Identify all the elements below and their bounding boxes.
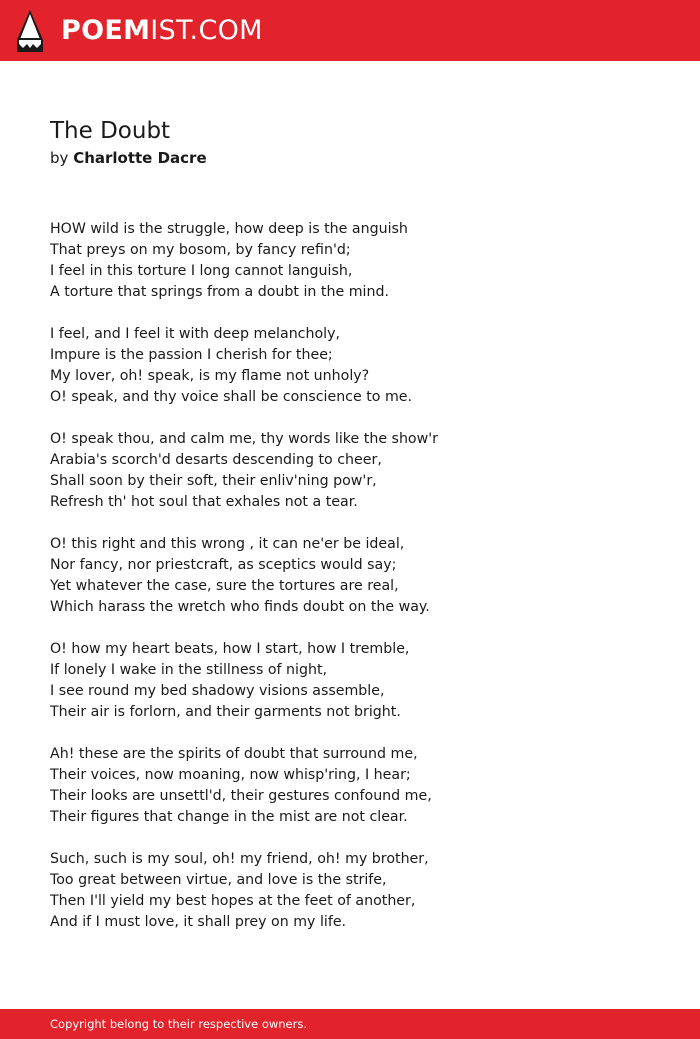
poem-line: I feel in this torture I long cannot languish, xyxy=(50,263,353,279)
poem-line: Their looks are unsettl'd, their gestures confound me, xyxy=(50,788,432,804)
poem-line: Yet whatever the case, sure the tortures are real, xyxy=(50,578,399,594)
poem-line: Too great between virtue, and love is the strife, xyxy=(50,872,387,888)
poem-body xyxy=(50,219,670,933)
pencil-logo-icon xyxy=(17,10,43,52)
site-header xyxy=(0,0,700,61)
poem-line: Their air is forlorn, and their garments not bright. xyxy=(50,704,401,720)
poem-line: A torture that springs from a doubt in the mind. xyxy=(50,284,389,300)
byline xyxy=(50,148,670,168)
poem-line: I feel, and I feel it with deep melancholy, xyxy=(50,326,341,342)
poem-line: I see round my bed shadowy visions assemble, xyxy=(50,683,385,699)
poem-line: O! how my heart beats, how I start, how I tremble, xyxy=(50,641,410,657)
poem-content xyxy=(50,116,670,954)
stanza xyxy=(50,429,670,513)
logo-wordmark-thin: IST.COM xyxy=(150,15,263,46)
poem-line: That preys on my bosom, by fancy refin'd; xyxy=(50,242,351,258)
stanza xyxy=(50,219,670,303)
stanza xyxy=(50,744,670,828)
poem-line: Refresh th' hot soul that exhales not a tear. xyxy=(50,494,358,510)
poem-line: Their voices, now moaning, now whisp'ring, I hear; xyxy=(50,767,411,783)
logo-wordmark-bold: POEM xyxy=(61,15,151,46)
poem-line: Then I'll yield my best hopes at the feet of another, xyxy=(50,893,416,909)
stanza xyxy=(50,324,670,408)
stanza xyxy=(50,534,670,618)
stanza xyxy=(50,849,670,933)
stanza xyxy=(50,639,670,723)
poem-line: Shall soon by their soft, their enliv'ning pow'r, xyxy=(50,473,377,489)
author-name[interactable]: Charlotte Dacre xyxy=(73,149,207,167)
poem-line: Impure is the passion I cherish for thee; xyxy=(50,347,333,363)
poem-line: And if I must love, it shall prey on my life. xyxy=(50,914,347,930)
poem-line: O! speak thou, and calm me, thy words like the show'r xyxy=(50,431,438,447)
poem-title: The Doubt xyxy=(50,118,171,144)
copyright-text: Copyright belong to their respective owners. xyxy=(50,1017,308,1031)
poem-line: O! speak, and thy voice shall be conscience to me. xyxy=(50,389,413,405)
poem-line: If lonely I wake in the stillness of night, xyxy=(50,662,328,678)
poem-line: Which harass the wretch who finds doubt on the way. xyxy=(50,599,430,615)
poem-line: O! this right and this wrong , it can ne'er be ideal, xyxy=(50,536,405,552)
poem-line: Arabia's scorch'd desarts descending to cheer, xyxy=(50,452,382,468)
poem-line: My lover, oh! speak, is my flame not unholy? xyxy=(50,368,370,384)
site-logo[interactable] xyxy=(17,10,263,52)
poem-line: HOW wild is the struggle, how deep is the anguish xyxy=(50,221,408,237)
logo-wordmark xyxy=(61,10,263,52)
poem-line: Ah! these are the spirits of doubt that surround me, xyxy=(50,746,418,762)
poem-line: Such, such is my soul, oh! my friend, oh! my brother, xyxy=(50,851,429,867)
poem-line: Their figures that change in the mist are not clear. xyxy=(50,809,408,825)
by-label: by xyxy=(50,149,69,167)
poem-line: Nor fancy, nor priestcraft, as sceptics would say; xyxy=(50,557,397,573)
site-footer xyxy=(0,1009,700,1039)
